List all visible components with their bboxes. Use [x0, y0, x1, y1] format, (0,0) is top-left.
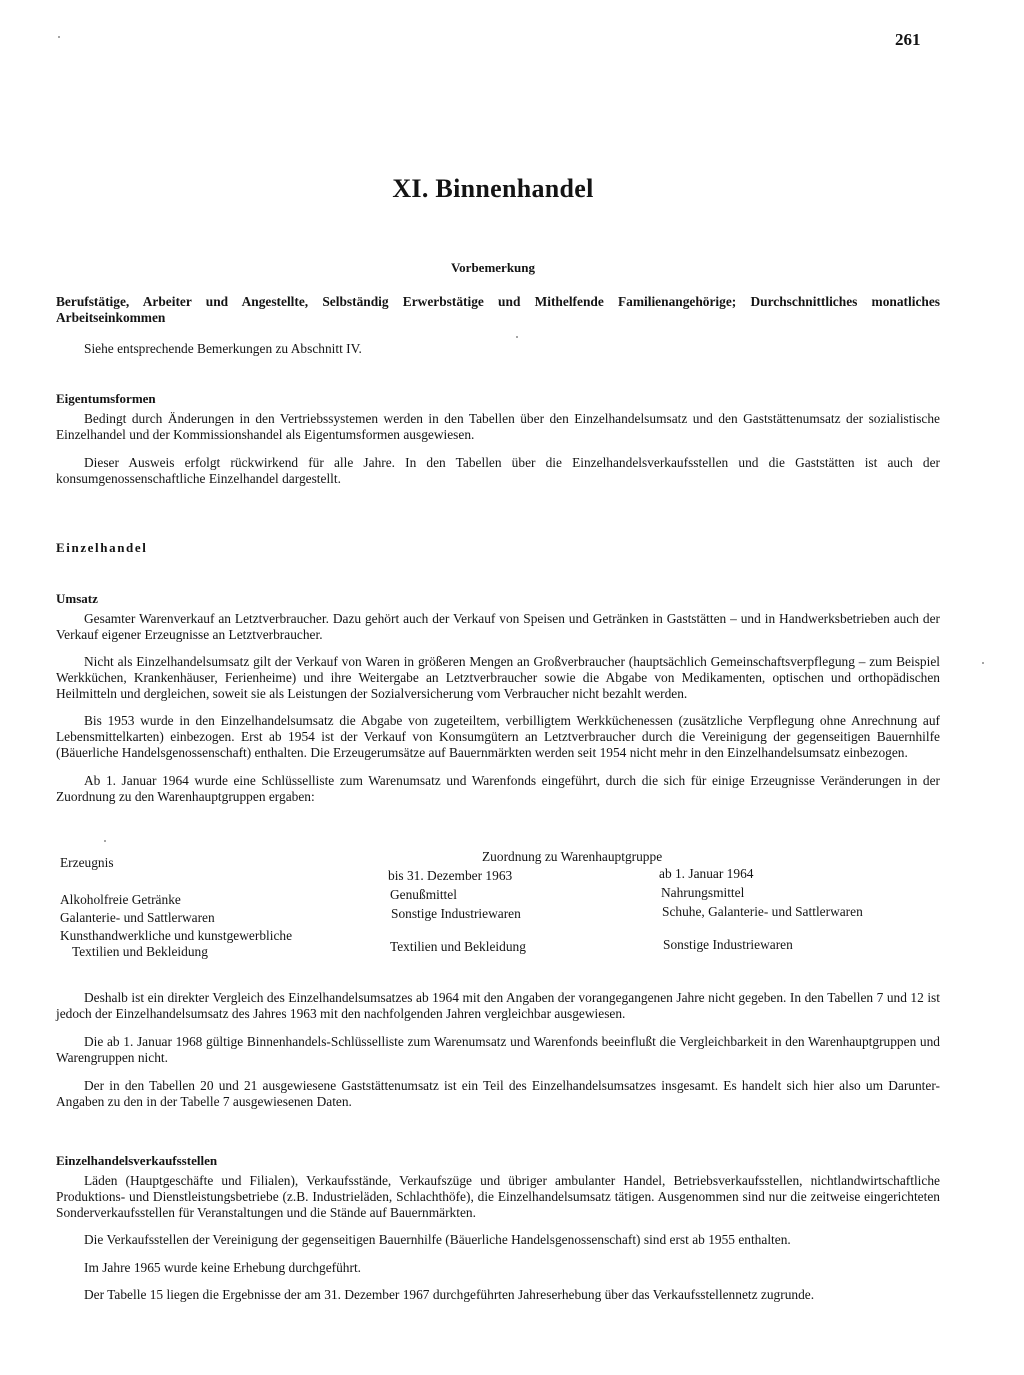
- comparison-paragraph-1: Deshalb ist ein direkter Vergleich des Einzelhandelsumsatzes ab 1964 mit den Angaben der vorangegangenen Jahre nicht gegeben. In den Tabellen 7 und 12 ist jedoch der Einzelhandelsumsatz des Jahres 1963 mit den nachfolgenden Jahren vergleichbar ausgewiesen.: [56, 990, 940, 1021]
- table-header-after: ab 1. Januar 1964: [659, 866, 754, 881]
- outlets-heading: Einzelhandelsverkaufsstellen: [56, 1153, 218, 1168]
- turnover-paragraph-1: Gesamter Warenverkauf an Letztverbraucher. Dazu gehört auch der Verkauf von Speisen und Getränken in Gaststätten – und in Handwerksbetrieben auch der Verkauf eigener Erzeugnisse an Letztverbraucher.: [56, 611, 940, 642]
- outlets-paragraph-3: Im Jahre 1965 wurde keine Erhebung durchgeführt.: [84, 1260, 362, 1275]
- scan-speck: [58, 36, 60, 38]
- table-group-header: Zuordnung zu Warenhauptgruppe: [482, 849, 663, 864]
- page-number: 261: [895, 30, 921, 49]
- comparison-paragraph-3: Der in den Tabellen 20 und 21 ausgewiesene Gaststättenumsatz ist ein Teil des Einzelhandelsumsatzes insgesamt. Es handelt sich hier also um Darunter-Angaben zu den in der Tabelle 7 ausgewiesenen Daten.: [56, 1078, 940, 1109]
- table-row-1-after: Nahrungsmittel: [661, 885, 745, 900]
- ownership-paragraph-1: Bedingt durch Änderungen in den Vertriebssystemen werden in den Tabellen über den Einzelhandelsumsatz und den Gaststättenumsatz der sozialistische Einzelhandel und der Kommissionshandel als Eigentumsformen ausgewiesen.: [56, 411, 940, 442]
- workers-heading: Berufstätige, Arbeiter und Angestellte, Selbständig Erwerbstätige und Mithelfende Familienangehörige; Durchschnittliches monatliches Arbeitseinkommen: [56, 294, 940, 325]
- outlets-paragraph-2: Die Verkaufsstellen der Vereinigung der gegenseitigen Bauernhilfe (Bäuerliche Handelsgenossenschaft) sind erst ab 1955 enthalten.: [84, 1232, 791, 1247]
- table-row-1-before: Genußmittel: [390, 887, 457, 902]
- table-row-3-before: Textilien und Bekleidung: [390, 939, 526, 954]
- assignment-table: [0, 840, 1024, 970]
- table-row-2-product: Galanterie- und Sattlerwaren: [60, 910, 215, 925]
- turnover-paragraph-3: Bis 1953 wurde in den Einzelhandelsumsatz die Abgabe von zugeteiltem, verbilligtem Werkküchenessen (zusätzliche Verpflegung ohne Anrechnung auf Lebensmittelkarten) einbezogen. Erst ab 1954 ist der Verkauf von Konsumgütern an Letztverbraucher durch die Vereinigung der gegenseitigen Bauernhilfe (Bäuerliche Handelsgenossenschaft) enthalten. Die Erzeugerumsätze auf Bauernmärkten werden seit 1954 nicht mehr in den Einzelhandelsumsatz einbezogen.: [56, 713, 940, 760]
- ownership-paragraph-2: Dieser Ausweis erfolgt rückwirkend für alle Jahre. In den Tabellen über die Einzelhandelsverkaufsstellen und die Gaststätten ist auch der konsumgenossenschaftliche Einzelhandel dargestellt.: [56, 455, 940, 486]
- preliminary-heading: Vorbemerkung: [450, 260, 536, 275]
- table-row-2-after: Schuhe, Galanterie- und Sattlerwaren: [662, 904, 863, 919]
- table-row-3-after: Sonstige Industriewaren: [663, 937, 793, 952]
- outlets-paragraph-1: Läden (Hauptgeschäfte und Filialen), Verkaufsstände, Verkaufszüge und übriger ambulanter Handel, Betriebsverkaufsstellen, nichtlandwirtschaftliche Produktions- und Dienstleistungsbetriebe (z.B. Industrieläden, Schlachthöfe), die Einzelhandelsumsatz tätigen. Ausgenommen sind nur die zeitweise eingerichteten Sonderverkaufsstellen für Veranstaltungen und die Stände auf Bauernmärkten.: [56, 1173, 940, 1220]
- table-row-3-product-line-1: Kunsthandwerkliche und kunstgewerbliche: [60, 928, 293, 943]
- turnover-paragraph-2: Nicht als Einzelhandelsumsatz gilt der Verkauf von Waren in größeren Mengen an Großverbraucher (hauptsächlich Gemeinschaftsverpflegung – zum Beispiel Werkküchen, Krankenhäuser, Ferienheime) und ihre Weitergabe an Letztverbraucher sowie die Abgabe von Medikamenten, optischen und orthopädischen Heilmitteln und dergleichen, soweit sie als Leistungen der Sozialversicherung vom Verbraucher nicht bezahlt werden.: [56, 654, 940, 701]
- table-row-3-product-line-2: Textilien und Bekleidung: [72, 944, 208, 959]
- outlets-paragraph-4: Der Tabelle 15 liegen die Ergebnisse der am 31. Dezember 1967 durchgeführten Jahreserhebung über das Verkaufsstellennetz zugrunde.: [84, 1287, 815, 1302]
- table-row-1-product: Alkoholfreie Getränke: [60, 892, 181, 907]
- chapter-title: XI. Binnenhandel: [392, 174, 594, 203]
- table-row-2-before: Sonstige Industriewaren: [391, 906, 521, 921]
- comparison-paragraph-2: Die ab 1. Januar 1968 gültige Binnenhandels-Schlüsselliste zum Warenumsatz und Warenfonds beeinflußt die Vergleichbarkeit in den Warenhauptgruppen und Warengruppen nicht.: [56, 1034, 940, 1065]
- table-header-before: bis 31. Dezember 1963: [388, 868, 513, 883]
- turnover-paragraph-4: Ab 1. Januar 1964 wurde eine Schlüsselliste zum Warenumsatz und Warenfonds eingeführt, durch die sich für einige Erzeugnisse Veränderungen in der Zuordnung zu den Warenhauptgruppen ergaben:: [56, 773, 940, 804]
- turnover-heading: Umsatz: [56, 591, 98, 606]
- scan-speck: [982, 662, 984, 664]
- scan-speck: [516, 336, 518, 338]
- workers-text: Siehe entsprechende Bemerkungen zu Abschnitt IV.: [84, 341, 362, 356]
- retail-heading: Einzelhandel: [56, 540, 148, 555]
- ownership-heading: Eigentumsformen: [56, 391, 156, 406]
- scan-speck: [104, 840, 106, 842]
- table-header-product: Erzeugnis: [60, 855, 114, 870]
- table-row-3-product: [60, 928, 292, 960]
